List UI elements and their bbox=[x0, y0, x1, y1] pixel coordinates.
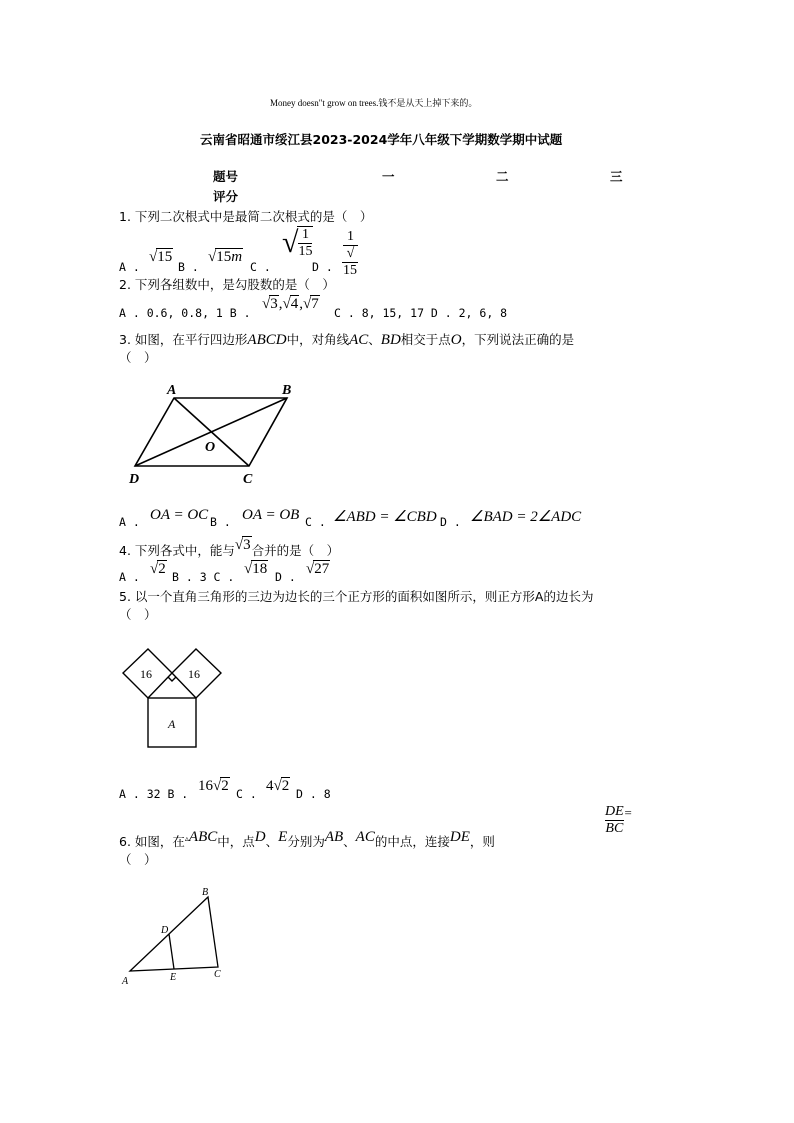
q3-option-b-math: OA = OB bbox=[242, 507, 300, 523]
q6-blank: （ ） bbox=[119, 852, 157, 867]
diagonal-bd bbox=[135, 398, 287, 466]
question-4-stem: 4. 下列各式中，能与√3合并的是（ ） bbox=[119, 537, 340, 558]
q1-option-d-math: 1 √ 15 bbox=[343, 229, 357, 278]
q1-option-d-label: D . bbox=[312, 260, 333, 274]
segment-de bbox=[169, 934, 174, 969]
q2-options-end: C . 8, 15, 17 D . 2, 6, 8 bbox=[334, 306, 508, 320]
q5-option-c-label: C . bbox=[236, 787, 257, 801]
q3-option-b-label: B . bbox=[210, 515, 231, 529]
q5-option-b-math: 16√2 bbox=[198, 778, 229, 794]
q3-option-d-label: D . bbox=[440, 515, 461, 529]
q3-option-c-label: C . bbox=[305, 515, 326, 529]
q4-option-c-math: √18 bbox=[244, 561, 268, 577]
q4-option-d-label: D . bbox=[275, 570, 296, 584]
page-title: 云南省昭通市绥江县2023-2024学年八年级下学期数学期中试题 bbox=[200, 132, 563, 147]
q3-blank: （ ） bbox=[119, 350, 157, 365]
fig5-label-right: 16 bbox=[188, 667, 200, 681]
q2-option-b-math: √3,√4,√7 bbox=[262, 296, 319, 312]
fig3-label-o: O bbox=[205, 440, 216, 455]
q4-option-a-label: A . bbox=[119, 570, 140, 584]
fig6-label-e: E bbox=[170, 972, 177, 983]
score-table-col-label: 题号 bbox=[213, 169, 239, 184]
fig6-label-d: D bbox=[161, 925, 169, 936]
fig3-label-d: D bbox=[129, 472, 140, 487]
fig3-label-c: C bbox=[243, 472, 253, 487]
q4-option-bc-label: B . 3 C . bbox=[172, 570, 235, 584]
q1-option-b-label: B . bbox=[178, 260, 199, 274]
q1-option-c-math: √ $\frac{1}{15}$ bbox=[282, 226, 313, 259]
score-table-col-3: 三 bbox=[610, 169, 623, 184]
right-angle-mark bbox=[168, 677, 176, 681]
q1-option-a-label: A . bbox=[119, 260, 140, 274]
fig6-label-b: B bbox=[202, 887, 209, 898]
q5-option-d: D . 8 bbox=[296, 787, 331, 801]
score-table-col-2: 二 bbox=[496, 169, 509, 184]
question-1-stem: 1. 下列二次根式中是最简二次根式的是（ ） bbox=[119, 209, 373, 224]
squares-figure bbox=[120, 640, 225, 755]
q4-option-d-math: √27 bbox=[306, 561, 330, 577]
motto: Money doesn"t grow on trees.钱不是从天上掉下来的。 bbox=[270, 98, 478, 108]
fig5-label-a: A bbox=[168, 717, 176, 731]
fig6-label-a: A bbox=[122, 976, 129, 987]
q6-fraction: $\frac{DE}{BC}$ = bbox=[605, 804, 633, 836]
score-table-row-label: 评分 bbox=[213, 189, 239, 204]
q2-options-start: A . 0.6, 0.8, 1 B . bbox=[119, 306, 251, 320]
question-5-stem: 5. 以一个直角三角形的三边为边长的三个正方形的面积如图所示，则正方形A的边长为 bbox=[119, 589, 594, 604]
question-3-stem: 3. 如图，在平行四边形ABCD中，对角线AC、BD相交于点O，下列说法正确的是 bbox=[119, 332, 575, 348]
q4-option-a-math: √2 bbox=[150, 561, 166, 577]
triangle-abc bbox=[130, 897, 218, 971]
q3-option-c-math: ∠ABD = ∠CBD bbox=[333, 509, 437, 525]
q3-option-d-math: ∠BAD = 2∠ADC bbox=[470, 509, 582, 525]
question-6-stem: 6. 如图，在▵ABC中，点D、E分别为AB、AC的中点，连接DE，则 bbox=[119, 829, 495, 849]
triangle-figure bbox=[120, 882, 230, 987]
parallelogram-figure bbox=[125, 380, 305, 490]
q5-options-ab: A . 32 B . bbox=[119, 787, 189, 801]
q1-option-a-math: √15 bbox=[149, 249, 173, 265]
q1-option-b-math: √15m bbox=[208, 249, 243, 265]
fig3-label-a: A bbox=[167, 383, 177, 398]
fig6-label-c: C bbox=[214, 969, 221, 980]
q5-option-c-math: 4√2 bbox=[266, 778, 290, 794]
score-table-col-1: 一 bbox=[382, 169, 395, 184]
q3-option-a-label: A . bbox=[119, 515, 140, 529]
question-2-stem: 2. 下列各组数中，是勾股数的是（ ） bbox=[119, 277, 335, 292]
q1-option-c-label: C . bbox=[250, 260, 271, 274]
fig5-label-left: 16 bbox=[140, 667, 152, 681]
q3-option-a-math: OA = OC bbox=[150, 507, 209, 523]
fig3-label-b: B bbox=[282, 383, 292, 398]
q5-blank: （ ） bbox=[119, 607, 157, 622]
